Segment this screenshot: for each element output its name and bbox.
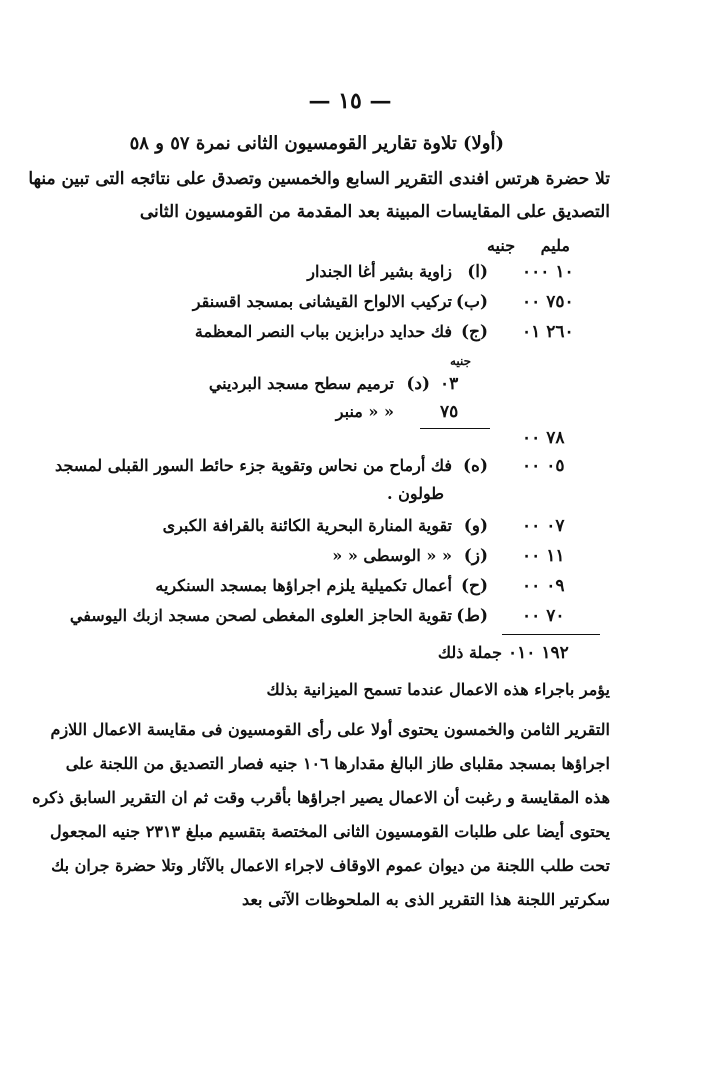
- paragraph-line-3: هذه المقايسة و رغبت أن الاعمال يصير اجراؤها بأقرب وقت ثم ان التقرير السابق ذكره: [32, 788, 610, 807]
- intro-line-2: التصديق على المقايسات المبينة بعد المقدمة من القومسيون الثانى: [139, 202, 610, 222]
- paragraph-line-2: اجراؤها بمسجد مقلباى طاز البالغ مقدارها ١٠٦ جنيه فصار التصديق من اللجنة على: [65, 754, 610, 773]
- page-number: — ١٥ —: [308, 88, 392, 114]
- item-continuation: طولون .: [386, 484, 444, 503]
- approval-note: يؤمر باجراء هذه الاعمال عندما تسمح الميزانية بذلك: [266, 680, 610, 699]
- item-description: تقوية المنارة البحرية الكائنة بالقرافة الكبرى: [162, 516, 452, 535]
- item-description: فك حدايد درابزين بباب النصر المعظمة: [194, 322, 452, 341]
- item-label: (ج): [460, 322, 488, 342]
- item-amount: ١٠ ٠٠٠: [522, 262, 574, 282]
- item-description: فك أرماح من نحاس وتقوية جزء حائط السور القبلى لمسجد: [55, 456, 452, 475]
- item-amount: ٠٣: [440, 374, 459, 394]
- item-description: زاوية بشير أغا الجندار: [307, 262, 452, 281]
- item-amount: ٠٥ ٠٠: [522, 456, 565, 476]
- list-item: [0, 370, 720, 398]
- item-label: (ز): [463, 546, 488, 566]
- item-amount: ١١ ٠٠: [522, 546, 565, 566]
- item-amount: ٠٧ ٠٠: [522, 516, 565, 536]
- paragraph-line-5: تحت طلب اللجنة من ديوان عموم الاوقاف لاجراء الاعمال بالآثار وتلا حضرة جران بك: [51, 856, 610, 875]
- item-amount: ٠٩ ٠٠: [522, 576, 565, 596]
- list-item: [0, 318, 720, 346]
- list-item: [0, 512, 720, 540]
- list-item: [0, 572, 720, 600]
- unit-pound: جنيه: [486, 236, 516, 255]
- subtotal-rule: [420, 428, 490, 429]
- item-amount: ٧٥: [440, 402, 459, 422]
- item-description: ترميم سطح مسجد البرديني: [208, 374, 394, 393]
- item-label: (ط): [456, 606, 488, 626]
- list-item: [0, 452, 720, 480]
- item-label: (ا): [467, 262, 488, 282]
- list-item: [0, 288, 720, 316]
- list-item: [0, 258, 720, 286]
- intro-line-1: تلا حضرة هرتس افندى التقرير السابع والخمسين وتصدق على نتائجه التى تبين منها: [28, 169, 610, 189]
- list-item: [0, 542, 720, 570]
- subtotal-amount: ٧٨ ٠٠: [522, 428, 565, 448]
- item-label: (ح): [460, 576, 488, 596]
- item-label: (د): [406, 374, 430, 394]
- total-rule: [502, 634, 600, 635]
- item-description: تقوية الحاجز العلوى المغطى لصحن مسجد ازبك اليوسفي: [69, 606, 452, 625]
- paragraph-line-4: يحتوى أيضا على طلبات القومسيون الثانى المختصة بتقسيم مبلغ ٢٣١٣ جنيه المجعول: [49, 822, 610, 841]
- list-item: [0, 398, 720, 426]
- unit-millieme: مليم: [540, 236, 570, 255]
- list-item: [0, 602, 720, 630]
- paragraph-line-1: التقرير الثامن والخمسون يحتوى أولا على رأى القومسيون فى مقايسة الاعمال اللازم: [50, 720, 610, 739]
- paragraph-line-6: سكرتير اللجنة هذا التقرير الذى به الملحوظات الآتى بعد: [241, 890, 610, 909]
- item-label: (و): [463, 516, 488, 536]
- total-amount: ١٩٢ ٠١٠: [508, 643, 569, 663]
- item-description: تركيب الالواح القيشانى بمسجد اقسنقر: [192, 292, 452, 311]
- section-heading: (أولا) تلاوة تقارير القومسيون الثانى نمرة ٥٧ و ٥٨: [129, 133, 504, 154]
- item-description: « « الوسطى « «: [332, 546, 452, 565]
- item-amount: ٧٠ ٠٠: [522, 606, 565, 626]
- item-amount: ٧٥٠ ٠٠: [522, 292, 574, 312]
- total-label: جملة ذلك: [437, 643, 502, 662]
- unit-headers: [467, 236, 570, 255]
- item-label: (ه): [463, 456, 488, 476]
- sub-unit-label: جنيه: [450, 354, 472, 368]
- item-description: « « منبر: [335, 402, 394, 421]
- item-label: (ب): [455, 292, 488, 312]
- item-description: أعمال تكميلية يلزم اجراؤها بمسجد السنكريه: [155, 576, 452, 595]
- item-amount: ٢٦٠ ٠١: [522, 322, 574, 342]
